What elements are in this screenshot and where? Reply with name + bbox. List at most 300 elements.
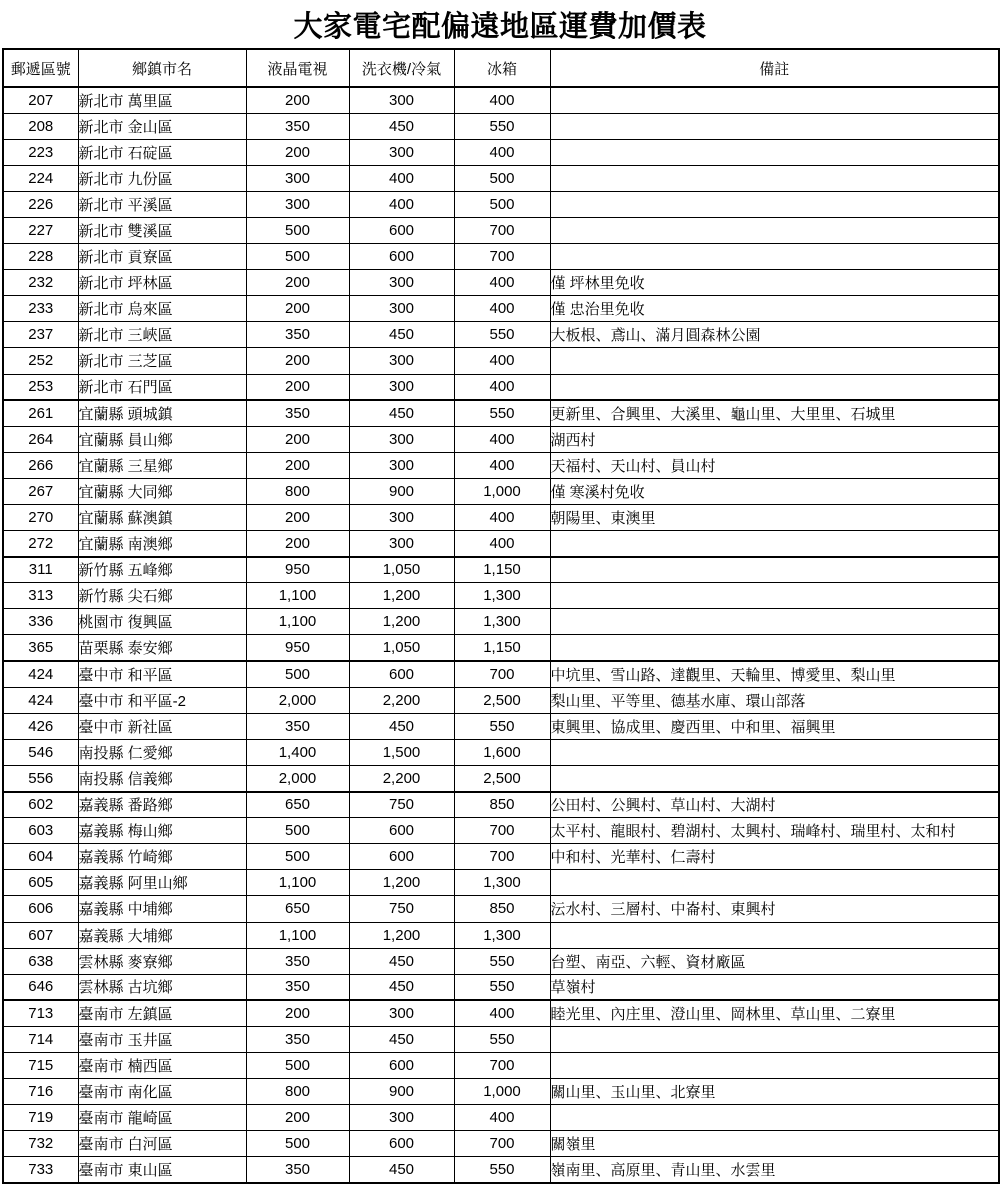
zip-cell: 716 [3,1079,78,1105]
zip-cell: 733 [3,1157,78,1183]
zip-cell: 267 [3,478,78,504]
township-cell: 新北市 三芝區 [78,348,246,374]
zip-cell: 605 [3,870,78,896]
table-row [3,191,999,217]
township-cell: 宜蘭縣 大同鄉 [78,478,246,504]
fridge-fee-cell: 1,600 [454,739,550,765]
table-row [3,557,999,583]
washer-ac-fee-cell: 450 [349,713,454,739]
note-cell [550,374,999,400]
zip-cell: 228 [3,244,78,270]
table-row [3,1026,999,1052]
note-cell [550,87,999,113]
washer-ac-fee-cell: 600 [349,1052,454,1078]
township-cell: 嘉義縣 大埔鄉 [78,922,246,948]
township-cell: 新竹縣 五峰鄉 [78,557,246,583]
note-cell: 沄水村、三層村、中崙村、東興村 [550,896,999,922]
table-row [3,426,999,452]
table-row [3,322,999,348]
table-row [3,139,999,165]
fridge-fee-cell: 2,500 [454,765,550,791]
fridge-fee-cell: 550 [454,113,550,139]
township-cell: 新北市 雙溪區 [78,217,246,243]
tv-fee-cell: 200 [246,1000,349,1026]
township-cell: 宜蘭縣 三星鄉 [78,452,246,478]
table-row [3,1000,999,1026]
tv-fee-cell: 500 [246,1052,349,1078]
table-row [3,896,999,922]
zip-cell: 603 [3,818,78,844]
washer-ac-fee-cell: 1,200 [349,870,454,896]
tv-fee-cell: 350 [246,948,349,974]
fridge-fee-cell: 700 [454,1052,550,1078]
note-cell [550,765,999,791]
washer-ac-fee-cell: 600 [349,244,454,270]
washer-ac-fee-cell: 300 [349,1105,454,1131]
township-cell: 臺南市 左鎮區 [78,1000,246,1026]
fridge-fee-cell: 550 [454,713,550,739]
tv-fee-cell: 2,000 [246,687,349,713]
washer-ac-fee-cell: 1,200 [349,583,454,609]
header-fridge: 冰箱 [454,49,550,87]
washer-ac-fee-cell: 400 [349,165,454,191]
zip-cell: 207 [3,87,78,113]
tv-fee-cell: 200 [246,452,349,478]
table-row [3,974,999,1000]
zip-cell: 424 [3,661,78,687]
note-cell: 湖西村 [550,426,999,452]
table-row [3,217,999,243]
zip-cell: 208 [3,113,78,139]
fridge-fee-cell: 700 [454,244,550,270]
note-cell [550,165,999,191]
fridge-fee-cell: 400 [454,139,550,165]
zip-cell: 606 [3,896,78,922]
washer-ac-fee-cell: 450 [349,974,454,1000]
table-row [3,531,999,557]
tv-fee-cell: 1,100 [246,583,349,609]
zip-cell: 224 [3,165,78,191]
zip-cell: 602 [3,792,78,818]
zip-cell: 226 [3,191,78,217]
table-row [3,165,999,191]
note-cell: 朝陽里、東澳里 [550,505,999,531]
washer-ac-fee-cell: 450 [349,113,454,139]
table-row [3,374,999,400]
township-cell: 新北市 坪林區 [78,270,246,296]
tv-fee-cell: 200 [246,270,349,296]
township-cell: 嘉義縣 中埔鄉 [78,896,246,922]
washer-ac-fee-cell: 600 [349,844,454,870]
washer-ac-fee-cell: 2,200 [349,765,454,791]
washer-ac-fee-cell: 300 [349,87,454,113]
tv-fee-cell: 350 [246,322,349,348]
header-note: 備註 [550,49,999,87]
zip-cell: 232 [3,270,78,296]
zip-cell: 252 [3,348,78,374]
tv-fee-cell: 200 [246,1105,349,1131]
note-cell [550,870,999,896]
zip-cell: 237 [3,322,78,348]
township-cell: 新北市 平溪區 [78,191,246,217]
table-row [3,922,999,948]
note-cell: 睦光里、內庄里、澄山里、岡林里、草山里、二寮里 [550,1000,999,1026]
table-row [3,870,999,896]
table-row [3,739,999,765]
washer-ac-fee-cell: 600 [349,661,454,687]
township-cell: 宜蘭縣 員山鄉 [78,426,246,452]
zip-cell: 266 [3,452,78,478]
note-cell [550,139,999,165]
note-cell: 東興里、協成里、慶西里、中和里、福興里 [550,713,999,739]
township-cell: 新北市 九份區 [78,165,246,191]
note-cell [550,922,999,948]
tv-fee-cell: 500 [246,661,349,687]
washer-ac-fee-cell: 600 [349,1131,454,1157]
township-cell: 新竹縣 尖石鄉 [78,583,246,609]
note-cell: 中和村、光華村、仁壽村 [550,844,999,870]
fridge-fee-cell: 550 [454,948,550,974]
fridge-fee-cell: 550 [454,400,550,426]
tv-fee-cell: 300 [246,165,349,191]
zip-cell: 713 [3,1000,78,1026]
tv-fee-cell: 500 [246,1131,349,1157]
fridge-fee-cell: 1,150 [454,635,550,661]
note-cell [550,348,999,374]
township-cell: 桃園市 復興區 [78,609,246,635]
table-body [3,87,999,1183]
note-cell [550,531,999,557]
washer-ac-fee-cell: 750 [349,792,454,818]
fridge-fee-cell: 550 [454,974,550,1000]
tv-fee-cell: 350 [246,400,349,426]
township-cell: 臺中市 新社區 [78,713,246,739]
tv-fee-cell: 1,400 [246,739,349,765]
township-cell: 新北市 石門區 [78,374,246,400]
washer-ac-fee-cell: 300 [349,139,454,165]
fridge-fee-cell: 700 [454,661,550,687]
tv-fee-cell: 350 [246,713,349,739]
table-row [3,1052,999,1078]
tv-fee-cell: 800 [246,1079,349,1105]
zip-cell: 253 [3,374,78,400]
washer-ac-fee-cell: 450 [349,948,454,974]
note-cell: 僅 忠治里免收 [550,296,999,322]
table-row [3,1131,999,1157]
tv-fee-cell: 500 [246,217,349,243]
note-cell [550,1052,999,1078]
tv-fee-cell: 350 [246,113,349,139]
fridge-fee-cell: 700 [454,217,550,243]
washer-ac-fee-cell: 450 [349,322,454,348]
tv-fee-cell: 650 [246,896,349,922]
note-cell [550,217,999,243]
washer-ac-fee-cell: 450 [349,1157,454,1183]
zip-cell: 732 [3,1131,78,1157]
table-row [3,296,999,322]
note-cell: 關山里、玉山里、北寮里 [550,1079,999,1105]
note-cell: 梨山里、平等里、德基水庫、環山部落 [550,687,999,713]
township-cell: 新北市 烏來區 [78,296,246,322]
note-cell [550,1026,999,1052]
fridge-fee-cell: 850 [454,792,550,818]
note-cell [550,113,999,139]
table-row [3,818,999,844]
washer-ac-fee-cell: 300 [349,348,454,374]
fridge-fee-cell: 400 [454,531,550,557]
table-row [3,244,999,270]
note-cell: 嶺南里、高原里、青山里、水雲里 [550,1157,999,1183]
tv-fee-cell: 200 [246,531,349,557]
washer-ac-fee-cell: 1,050 [349,557,454,583]
zip-cell: 426 [3,713,78,739]
washer-ac-fee-cell: 900 [349,478,454,504]
township-cell: 雲林縣 古坑鄉 [78,974,246,1000]
tv-fee-cell: 350 [246,974,349,1000]
header-township: 鄉鎮市名 [78,49,246,87]
table-row [3,583,999,609]
table-row [3,452,999,478]
table-row [3,844,999,870]
zip-cell: 227 [3,217,78,243]
zip-cell: 223 [3,139,78,165]
township-cell: 臺南市 南化區 [78,1079,246,1105]
fridge-fee-cell: 1,000 [454,1079,550,1105]
table-row [3,270,999,296]
fridge-fee-cell: 550 [454,1026,550,1052]
township-cell: 雲林縣 麥寮鄉 [78,948,246,974]
washer-ac-fee-cell: 900 [349,1079,454,1105]
township-cell: 宜蘭縣 頭城鎮 [78,400,246,426]
tv-fee-cell: 950 [246,635,349,661]
fridge-fee-cell: 550 [454,1157,550,1183]
washer-ac-fee-cell: 300 [349,452,454,478]
washer-ac-fee-cell: 300 [349,270,454,296]
fridge-fee-cell: 1,150 [454,557,550,583]
township-cell: 宜蘭縣 南澳鄉 [78,531,246,557]
township-cell: 南投縣 信義鄉 [78,765,246,791]
township-cell: 新北市 石碇區 [78,139,246,165]
township-cell: 宜蘭縣 蘇澳鎮 [78,505,246,531]
tv-fee-cell: 300 [246,191,349,217]
township-cell: 臺中市 和平區-2 [78,687,246,713]
tv-fee-cell: 2,000 [246,765,349,791]
note-cell [550,557,999,583]
tv-fee-cell: 350 [246,1157,349,1183]
table-row [3,609,999,635]
note-cell: 僅 坪林里免收 [550,270,999,296]
tv-fee-cell: 950 [246,557,349,583]
washer-ac-fee-cell: 450 [349,1026,454,1052]
table-row [3,478,999,504]
table-row [3,348,999,374]
fridge-fee-cell: 400 [454,270,550,296]
table-row [3,687,999,713]
tv-fee-cell: 350 [246,1026,349,1052]
zip-cell: 715 [3,1052,78,1078]
tv-fee-cell: 500 [246,244,349,270]
note-cell: 公田村、公興村、草山村、大湖村 [550,792,999,818]
zip-cell: 336 [3,609,78,635]
township-cell: 臺南市 玉井區 [78,1026,246,1052]
note-cell: 草嶺村 [550,974,999,1000]
tv-fee-cell: 200 [246,296,349,322]
township-cell: 嘉義縣 番路鄉 [78,792,246,818]
tv-fee-cell: 200 [246,348,349,374]
table-row [3,1105,999,1131]
washer-ac-fee-cell: 300 [349,505,454,531]
township-cell: 臺南市 白河區 [78,1131,246,1157]
fridge-fee-cell: 2,500 [454,687,550,713]
township-cell: 南投縣 仁愛鄉 [78,739,246,765]
washer-ac-fee-cell: 450 [349,400,454,426]
table-row [3,792,999,818]
tv-fee-cell: 200 [246,505,349,531]
zip-cell: 264 [3,426,78,452]
washer-ac-fee-cell: 300 [349,296,454,322]
tv-fee-cell: 1,100 [246,922,349,948]
fridge-fee-cell: 700 [454,844,550,870]
note-cell [550,583,999,609]
zip-cell: 233 [3,296,78,322]
township-cell: 臺中市 和平區 [78,661,246,687]
zip-cell: 424 [3,687,78,713]
tv-fee-cell: 1,100 [246,870,349,896]
township-cell: 臺南市 東山區 [78,1157,246,1183]
zip-cell: 365 [3,635,78,661]
fridge-fee-cell: 500 [454,165,550,191]
table-row [3,87,999,113]
township-cell: 臺南市 龍崎區 [78,1105,246,1131]
note-cell [550,1105,999,1131]
washer-ac-fee-cell: 1,500 [349,739,454,765]
fridge-fee-cell: 400 [454,87,550,113]
fridge-fee-cell: 400 [454,426,550,452]
fridge-fee-cell: 400 [454,374,550,400]
fridge-fee-cell: 1,000 [454,478,550,504]
zip-cell: 270 [3,505,78,531]
note-cell: 僅 寒溪村免收 [550,478,999,504]
township-cell: 嘉義縣 竹崎鄉 [78,844,246,870]
fridge-fee-cell: 400 [454,1000,550,1026]
fridge-fee-cell: 700 [454,1131,550,1157]
fridge-fee-cell: 550 [454,322,550,348]
note-cell [550,635,999,661]
zip-cell: 719 [3,1105,78,1131]
table-row [3,505,999,531]
fridge-fee-cell: 1,300 [454,870,550,896]
fridge-fee-cell: 850 [454,896,550,922]
table-header-row [3,49,999,87]
zip-cell: 604 [3,844,78,870]
zip-cell: 261 [3,400,78,426]
tv-fee-cell: 1,100 [246,609,349,635]
washer-ac-fee-cell: 300 [349,374,454,400]
shipping-surcharge-table [2,48,1000,1184]
washer-ac-fee-cell: 600 [349,217,454,243]
table-row [3,113,999,139]
washer-ac-fee-cell: 1,200 [349,922,454,948]
washer-ac-fee-cell: 750 [349,896,454,922]
township-cell: 新北市 貢寮區 [78,244,246,270]
fridge-fee-cell: 400 [454,505,550,531]
tv-fee-cell: 200 [246,139,349,165]
table-row [3,1079,999,1105]
zip-cell: 546 [3,739,78,765]
fridge-fee-cell: 400 [454,1105,550,1131]
header-washer-ac: 洗衣機/冷氣 [349,49,454,87]
township-cell: 嘉義縣 阿里山鄉 [78,870,246,896]
township-cell: 苗栗縣 泰安鄉 [78,635,246,661]
table-row [3,661,999,687]
tv-fee-cell: 200 [246,87,349,113]
township-cell: 新北市 三峽區 [78,322,246,348]
zip-cell: 313 [3,583,78,609]
note-cell [550,609,999,635]
note-cell: 台塑、南亞、六輕、資材廠區 [550,948,999,974]
note-cell: 天福村、天山村、員山村 [550,452,999,478]
table-row [3,948,999,974]
tv-fee-cell: 200 [246,374,349,400]
table-row [3,765,999,791]
township-cell: 新北市 萬里區 [78,87,246,113]
fridge-fee-cell: 500 [454,191,550,217]
page-title: 大家電宅配偏遠地區運費加價表 [293,11,707,43]
fridge-fee-cell: 1,300 [454,609,550,635]
fridge-fee-cell: 1,300 [454,583,550,609]
fridge-fee-cell: 1,300 [454,922,550,948]
zip-cell: 311 [3,557,78,583]
table-row [3,635,999,661]
note-cell [550,191,999,217]
tv-fee-cell: 500 [246,844,349,870]
washer-ac-fee-cell: 300 [349,1000,454,1026]
tv-fee-cell: 200 [246,426,349,452]
township-cell: 嘉義縣 梅山鄉 [78,818,246,844]
note-cell [550,244,999,270]
township-cell: 新北市 金山區 [78,113,246,139]
fridge-fee-cell: 400 [454,452,550,478]
fridge-fee-cell: 400 [454,348,550,374]
note-cell: 大板根、鳶山、滿月圓森林公園 [550,322,999,348]
tv-fee-cell: 500 [246,818,349,844]
township-cell: 臺南市 楠西區 [78,1052,246,1078]
fridge-fee-cell: 400 [454,296,550,322]
note-cell: 中坑里、雪山路、達觀里、天輪里、博愛里、梨山里 [550,661,999,687]
tv-fee-cell: 800 [246,478,349,504]
table-row [3,713,999,739]
tv-fee-cell: 650 [246,792,349,818]
washer-ac-fee-cell: 400 [349,191,454,217]
table-row [3,1157,999,1183]
header-zip: 郵遞區號 [3,49,78,87]
zip-cell: 714 [3,1026,78,1052]
note-cell [550,739,999,765]
zip-cell: 556 [3,765,78,791]
zip-cell: 638 [3,948,78,974]
washer-ac-fee-cell: 600 [349,818,454,844]
washer-ac-fee-cell: 1,050 [349,635,454,661]
washer-ac-fee-cell: 2,200 [349,687,454,713]
note-cell: 關嶺里 [550,1131,999,1157]
zip-cell: 272 [3,531,78,557]
washer-ac-fee-cell: 300 [349,531,454,557]
zip-cell: 646 [3,974,78,1000]
washer-ac-fee-cell: 1,200 [349,609,454,635]
fridge-fee-cell: 700 [454,818,550,844]
table-row [3,400,999,426]
note-cell: 更新里、合興里、大溪里、龜山里、大里里、石城里 [550,400,999,426]
